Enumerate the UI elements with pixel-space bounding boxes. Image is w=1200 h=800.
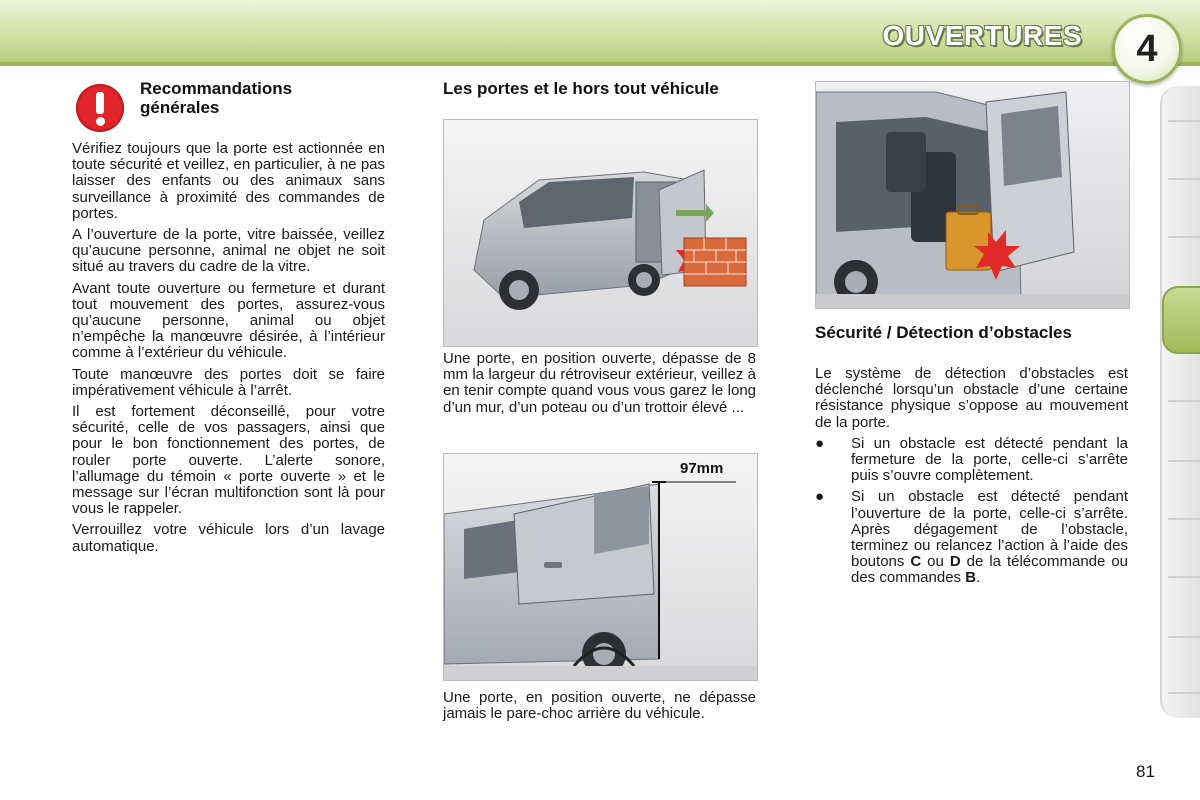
- bullet-text: Si un obstacle est détecté pendant l’ouverture de la porte, celle-ci s’arrête. Après dégagement de l’obstacle, terminez ou relancez l’action à l’aide des boutons C ou D de la télécommande ou des commandes B.: [851, 488, 1129, 587]
- obstacle-detection-text: [815, 366, 1128, 592]
- page-number: 81: [1136, 762, 1155, 781]
- paragraph-intro: Le système de détection d’obstacles est déclenché lorsqu’un obstacle d’une certaine résistance physique s’oppose au mouvement de la porte.: [815, 365, 1128, 431]
- photo-obstacle-detection: [815, 81, 1130, 309]
- side-tab-active-chapter: [1162, 286, 1200, 354]
- heading-obstacle-detection: Sécurité / Détection d’obstacles: [815, 323, 1072, 342]
- heading-doors-overall-width: Les portes et le hors tout véhicule: [443, 79, 719, 98]
- general-recommendations-text: [72, 141, 385, 560]
- car-bumper-illustration: [444, 454, 757, 680]
- side-tab-divider: [1168, 692, 1200, 694]
- paragraph: Toute manœuvre des portes doit se faire impérativement véhicule à l’arrêt.: [72, 365, 385, 399]
- side-tab-divider: [1168, 460, 1200, 462]
- paragraph: A l’ouverture de la porte, vitre baissée, veillez qu’aucune personne, animal ne objet ne soit situé au travers du cadre de la vitre.: [72, 226, 385, 276]
- list-item: [815, 436, 1128, 485]
- photo-car-door-bumper: [443, 453, 758, 681]
- caption-mirror-width: Une porte, en position ouverte, dépasse de 8 mm la largeur du rétroviseur extérieur, veillez à en tenir compte quand vous vous garez le long d’un mur, d’un poteau ou d’un trottoir élevé ...: [443, 350, 756, 416]
- side-tab-divider: [1168, 518, 1200, 520]
- heading-general-recommendations: Recommandations générales: [140, 79, 293, 117]
- side-tab-divider: [1168, 178, 1200, 180]
- paragraph: Avant toute ouverture ou fermeture et durant tout mouvement des portes, assurez-vous qu’aucune personne, animal ou objet n’empêche la manœuvre désirée, à l’intérieur comme à l’extérieur du véhicule.: [72, 279, 385, 362]
- header-band-edge: [0, 62, 1200, 66]
- paragraph: Verrouillez votre véhicule lors d’un lavage automatique.: [72, 521, 385, 555]
- car-wall-illustration: [444, 120, 757, 346]
- photo-car-door-open-wall: [443, 119, 758, 347]
- side-tab-divider: [1168, 400, 1200, 402]
- section-title: OUVERTURES: [882, 20, 1082, 51]
- side-tab-divider: [1168, 576, 1200, 578]
- paragraph: Vérifiez toujours que la porte est actionnée en toute sécurité et veillez, en particulier, à ne pas laisser des enfants ou des animaux sans surveillance à proximité des commandes de portes.: [72, 140, 385, 222]
- caption-bumper: Une porte, en position ouverte, ne dépasse jamais le pare-choc arrière du véhicule.: [443, 689, 756, 723]
- side-tab-divider: [1168, 636, 1200, 638]
- obstacle-bullet-list: [815, 436, 1128, 587]
- paragraph: Il est fortement déconseillé, pour votre sécurité, celle de vos passagers, ainsi que pour le bon fonctionnement des portes, de rouler porte ouverte. L’alerte sonore, l’allumage du témoin « porte ouverte » et le message sur l’écran multifonction sont là pour vous le rappeler.: [72, 403, 385, 518]
- warning-exclamation-icon: [76, 84, 124, 132]
- key-b: B: [965, 569, 977, 587]
- obstacle-detection-illustration: [816, 82, 1129, 308]
- chapter-badge: 4: [1112, 14, 1182, 84]
- side-index-tabs: [1160, 86, 1200, 718]
- list-item: [815, 489, 1128, 586]
- key-c: C: [910, 553, 922, 571]
- side-tab-divider: [1168, 120, 1200, 122]
- dimension-label-97mm: 97mm: [680, 460, 724, 477]
- bullet-dot-icon: ●: [815, 488, 825, 506]
- side-tab-divider: [1168, 236, 1200, 238]
- key-d: D: [949, 553, 961, 571]
- bullet-dot-icon: ●: [815, 434, 825, 452]
- brick-wall: [684, 238, 746, 286]
- bullet-text: Si un obstacle est détecté pendant la fermeture de la porte, celle-ci s’arrête puis s’ouvre complètement.: [851, 434, 1128, 485]
